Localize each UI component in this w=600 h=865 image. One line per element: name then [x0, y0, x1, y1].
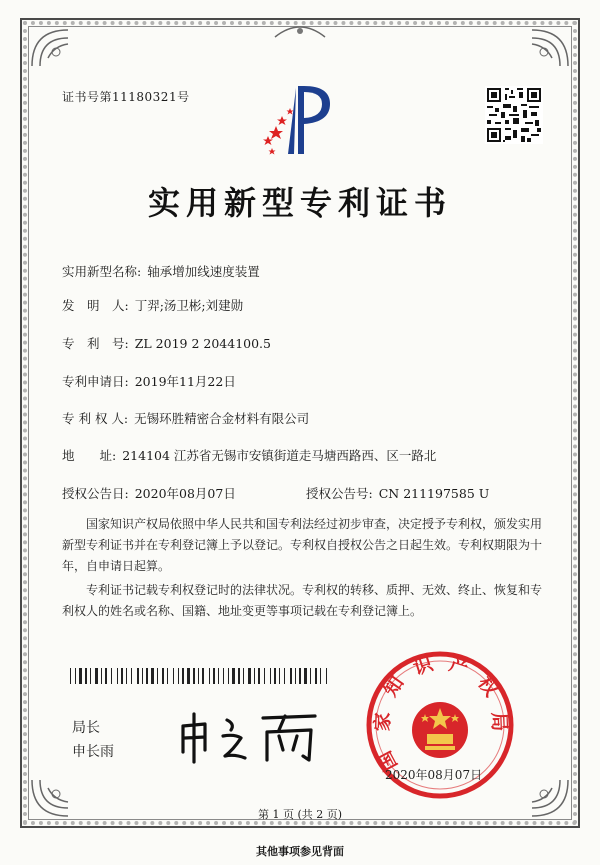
field-label: 授权公告日:	[62, 486, 129, 501]
barcode-icon	[70, 668, 330, 684]
field-value: 轴承增加线速度装置	[147, 264, 260, 279]
field-patent-number	[62, 334, 271, 352]
field-label: 专 利 权 人:	[62, 411, 129, 426]
field-label: 专利申请日:	[62, 374, 129, 389]
field-label: 发 明 人:	[62, 298, 129, 313]
field-value: 无锡环胜精密合金材料有限公司	[134, 411, 310, 426]
svg-text:产: 产	[446, 652, 472, 680]
svg-text:识: 识	[410, 652, 436, 680]
svg-text:家: 家	[371, 711, 395, 732]
paragraph-legal-status: 专利证书记载专利权登记时的法律状况。专利权的转移、质押、无效、终止、恢复和专利权人的姓名或名称、国籍、地址变更等事项记载在专利登记簿上。	[62, 583, 543, 618]
field-label: 专 利 号:	[62, 336, 129, 351]
svg-text:知: 知	[379, 672, 409, 701]
svg-text:国: 国	[373, 747, 402, 775]
certificate-title: 实用新型专利证书	[147, 184, 452, 222]
director-block	[72, 716, 114, 764]
footer-note: 其他事项参见背面	[256, 845, 344, 858]
field-grant-number	[306, 484, 489, 502]
svg-text:权: 权	[473, 672, 503, 701]
field-address	[62, 446, 436, 464]
field-value: 2020年08月07日	[134, 486, 236, 501]
svg-text:局: 局	[487, 711, 511, 732]
qr-code-icon	[485, 86, 543, 144]
top-ornament-icon	[270, 22, 330, 42]
paragraph-grant-statement: 国家知识产权局依照中华人民共和国专利法经过初步审查，决定授予专利权，颁发实用新型专利证书并在专利登记簿上予以登记。专利权自授权公告之日起生效。专利权期限为十年，自申请日起算。	[62, 517, 543, 573]
field-value: CN 211197585 U	[378, 486, 490, 501]
signature-icon	[175, 706, 325, 766]
field-inventor	[62, 296, 243, 314]
director-name: 申长雨	[72, 744, 114, 760]
cnipa-emblem-icon	[258, 80, 338, 158]
page-number: 第 1 页 (共 2 页)	[257, 808, 343, 821]
field-application-date	[62, 372, 236, 390]
field-value: 214104 江苏省无锡市安镇街道走马塘西路西、区一路北	[122, 448, 437, 463]
certificate-number: 证书号第11180321号	[62, 90, 190, 104]
corner-ornament-icon	[30, 28, 90, 68]
field-utility-model-name	[62, 262, 260, 280]
field-value: 丁羿;汤卫彬;刘建勋	[134, 298, 244, 313]
seal-date: 2020年08月07日	[385, 768, 483, 782]
field-grant-date	[62, 484, 236, 502]
field-value: ZL 2019 2 2044100.5	[134, 336, 271, 351]
director-title: 局长	[72, 720, 100, 736]
field-label: 实用新型名称:	[62, 264, 142, 279]
corner-ornament-icon	[510, 28, 570, 68]
field-patentee	[62, 409, 309, 427]
field-value: 2019年11月22日	[134, 374, 236, 389]
field-label: 授权公告号:	[306, 486, 373, 501]
field-label: 地 址:	[62, 448, 117, 463]
